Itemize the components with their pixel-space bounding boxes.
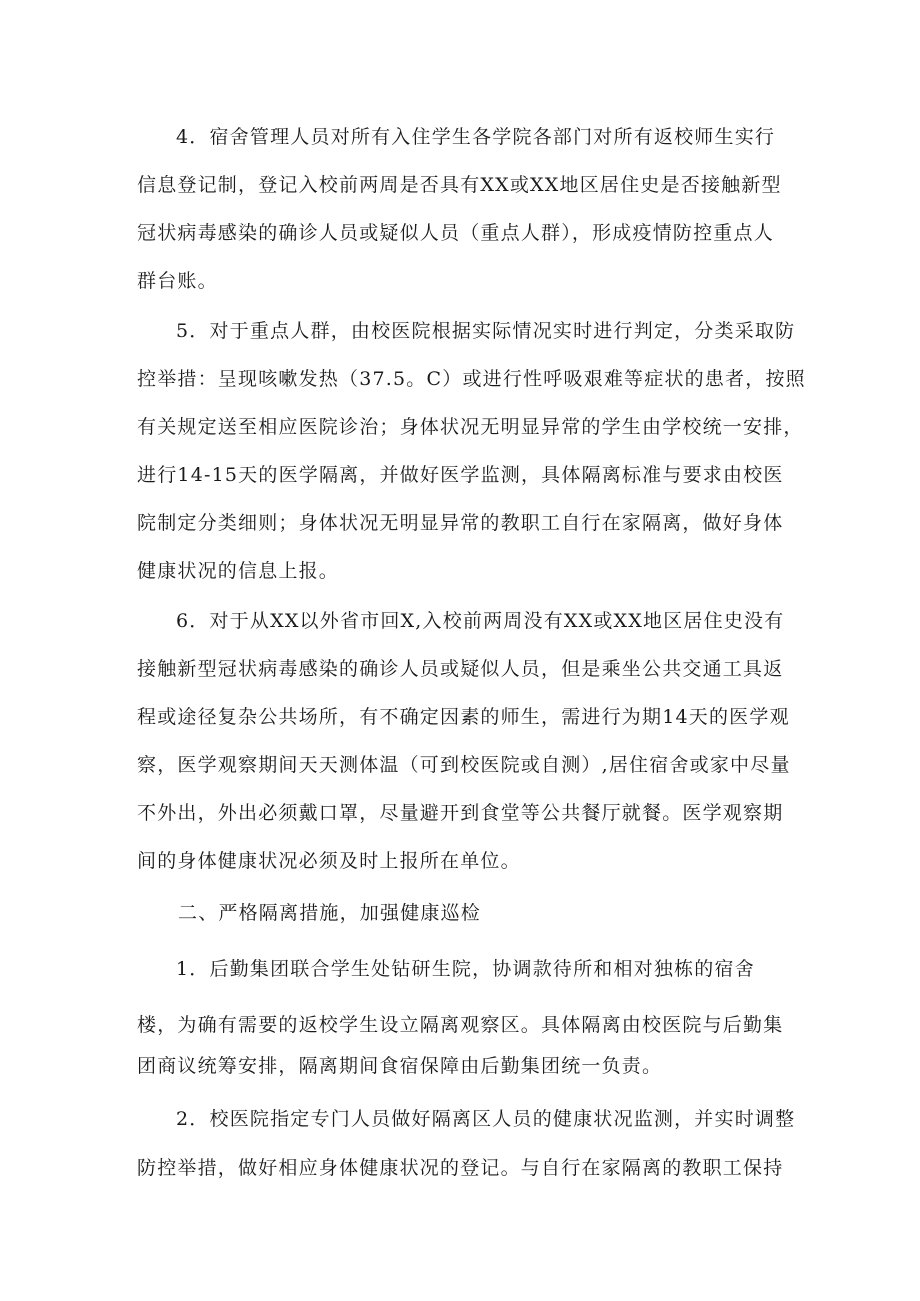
section-item-1-line-2: 楼，为确有需要的返校学生设立隔离观察区。具体隔离由校医院与后勤集 (137, 1014, 784, 1036)
paragraph-6-line-3: 程或途径复杂公共场所，有不确定因素的师生，需进行为期14天的医学观 (137, 706, 790, 728)
paragraph-5-line-6: 健康状况的信息上报。 (137, 560, 340, 582)
paragraph-6-line-6: 间的身体健康状况必须及时上报所在单位。 (137, 850, 521, 872)
paragraph-6-line-5: 不外出，外出必须戴口罩，尽量避开到食堂等公共餐厅就餐。医学观察期 (137, 802, 784, 824)
paragraph-4-line-1: 4．宿舍管理人员对所有入住学生各学院各部门对所有返校师生实行 (176, 126, 776, 148)
paragraph-5-line-5: 院制定分类细则；身体状况无明显异常的教职工自行在家隔离，做好身体 (137, 512, 784, 534)
paragraph-5-line-4: 进行14-15天的医学隔离，并做好医学监测，具体隔离标准与要求由校医 (137, 464, 784, 486)
paragraph-6-line-4: 察，医学观察期间天天测体温（可到校医院或自测）,居住宿舍或家中尽量 (137, 754, 791, 776)
paragraph-6-line-1: 6．对于从XX以外省市回X,入校前两周没有XX或XX地区居住史没有 (176, 610, 785, 632)
paragraph-4-line-2: 信息登记制，登记入校前两周是否具有XX或XX地区居住史是否接触新型 (137, 174, 782, 196)
section-heading: 二、严格隔离措施，加强健康巡检 (178, 902, 482, 924)
section-item-2-line-2: 防控举措，做好相应身体健康状况的登记。与自行在家隔离的教职工保持 (137, 1157, 784, 1179)
paragraph-4-line-4: 群台账。 (137, 270, 218, 292)
section-item-1-line-3: 团商议统筹安排，隔离期间食宿保障由后勤集团统一负责。 (137, 1055, 663, 1077)
paragraph-6-line-2: 接触新型冠状病毒感染的确诊人员或疑似人员，但是乘坐公共交通工具返 (137, 658, 784, 680)
paragraph-5-line-2: 控举措：呈现咳嗽发热（37.5。C）或进行性呼吸艰难等症状的患者，按照 (137, 368, 806, 390)
paragraph-5-line-3: 有关规定送至相应医院诊治；身体状况无明显异常的学生由学校统一安排， (137, 416, 804, 438)
paragraph-5-line-1: 5．对于重点人群，由校医院根据实际情况实时进行判定，分类采取防 (176, 320, 796, 342)
section-item-1-line-1: 1．后勤集团联合学生处钻研生院，协调款待所和相对独栋的宿舍 (176, 958, 755, 980)
paragraph-4-line-3: 冠状病毒感染的确诊人员或疑似人员（重点人群），形成疫情防控重点人 (137, 222, 774, 244)
section-item-2-line-1: 2．校医院指定专门人员做好隔离区人员的健康状况监测，并实时调整 (176, 1108, 796, 1130)
